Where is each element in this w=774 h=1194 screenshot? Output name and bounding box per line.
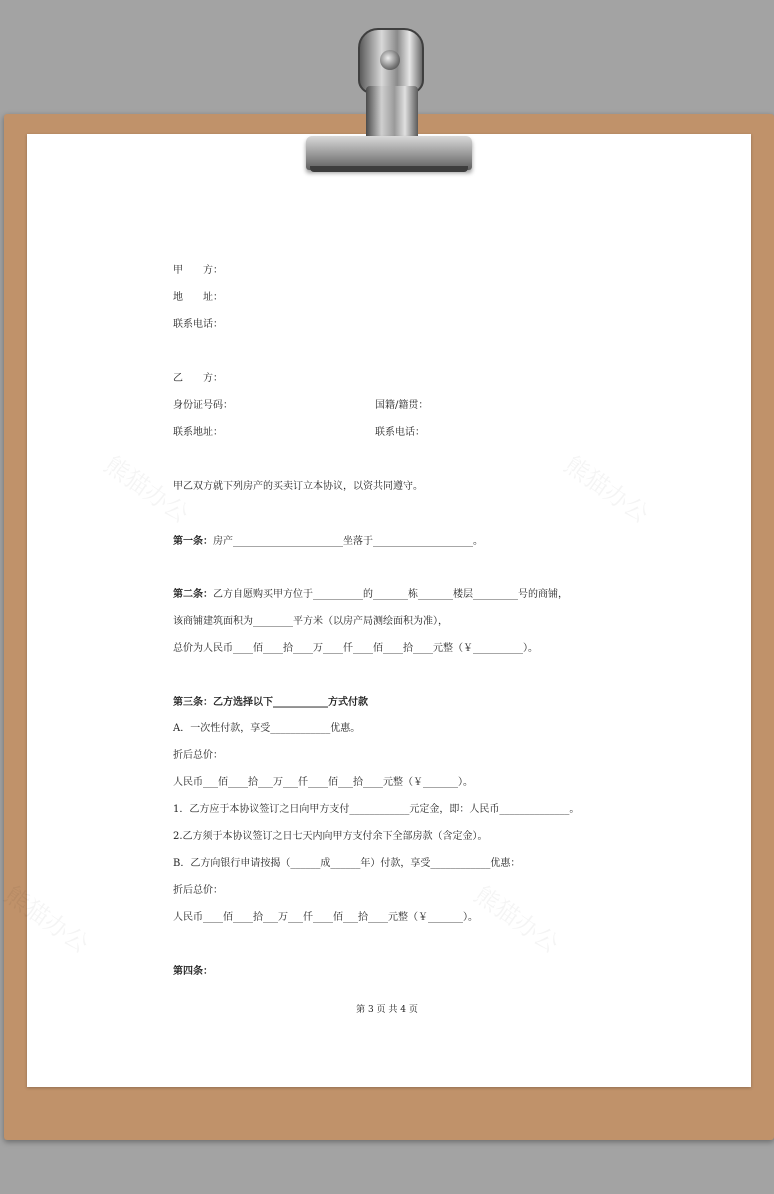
page-number: 第 3 页 共 4 页 <box>356 1005 418 1015</box>
party-a-label: 甲 方： <box>173 265 223 276</box>
clip-edge <box>310 166 468 172</box>
article-3-rmb-line-1: 人民币___佰____拾___万___仟____佰___拾____元整（￥_______）。 <box>173 777 473 788</box>
party-a-address-label: 地 址： <box>173 292 223 303</box>
party-b-nationality-label: 国籍/籍贯： <box>375 400 429 411</box>
article-3-option-b: B．乙方向银行申请按揭（______成______年）付款，享受____________优惠： <box>173 858 521 869</box>
article-3-heading: 第三条：乙方选择以下___________方式付款 <box>173 697 368 708</box>
clip-rivet <box>380 50 400 70</box>
article-2-line-2: 该商铺建筑面积为________平方米（以房产局测绘面积为准）， <box>173 616 448 627</box>
article-3-point-2: 2.乙方须于本协议签订之日七天内向甲方支付余下全部房款（含定金）。 <box>173 831 488 842</box>
article-1-heading: 第一条： <box>173 536 213 547</box>
binder-clip <box>300 28 480 178</box>
clip-plate <box>306 136 472 170</box>
article-3-discount-label-1: 折后总价： <box>173 750 223 761</box>
document-page <box>27 134 751 1087</box>
party-b-address-label: 联系地址： <box>173 427 223 438</box>
party-b-phone-label: 联系电话： <box>375 427 425 438</box>
party-a-phone-label: 联系电话： <box>173 319 223 330</box>
party-b-id-label: 身份证号码： <box>173 400 233 411</box>
article-2-line-3: 总价为人民币____佰____拾____万____仟____佰____拾____元整（￥__________）。 <box>173 643 538 654</box>
article-3-discount-label-2: 折后总价： <box>173 885 223 896</box>
article-1 <box>173 535 483 549</box>
article-3-option-a: A．一次性付款，享受____________优惠。 <box>173 723 361 734</box>
article-2-heading: 第二条： <box>173 589 213 600</box>
article-2-line-1-text: 乙方自愿购买甲方位于__________的_______栋_______楼层_________号的商铺， <box>213 589 568 600</box>
article-3-point-1: 1．乙方应于本协议签订之日向甲方支付____________元定金，即：人民币______________。 <box>173 804 580 815</box>
article-4-heading: 第四条： <box>173 966 213 977</box>
intro-text: 甲乙双方就下列房产的买卖订立本协议，以资共同遵守。 <box>173 481 423 492</box>
party-b-label: 乙 方： <box>173 373 223 384</box>
article-1-text: 房产______________________坐落于____________________。 <box>213 536 483 547</box>
article-2-line-1 <box>173 588 568 602</box>
article-3-rmb-line-2: 人民币____佰____拾___万___仟____佰___拾____元整（￥_______）。 <box>173 912 478 923</box>
